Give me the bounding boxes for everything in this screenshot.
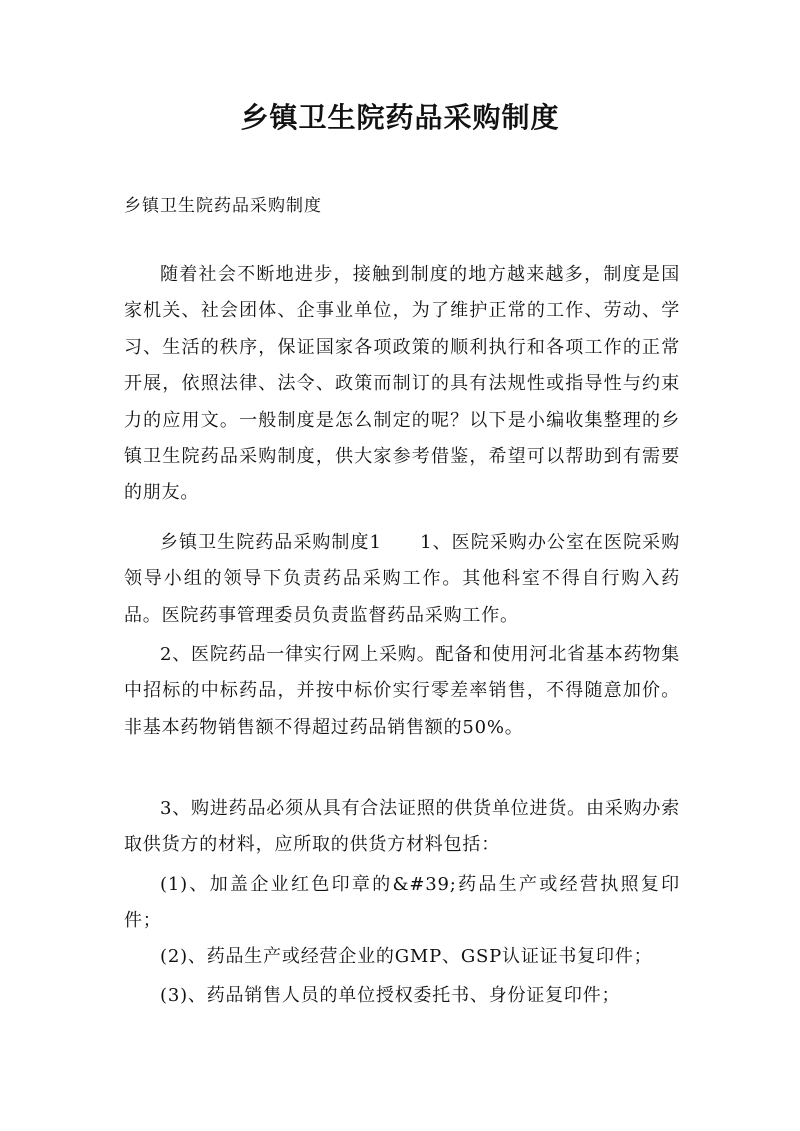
rule-paragraph-2: 2、医院药品一律实行网上采购。配备和使用河北省基本药物集中招标的中标药品，并按中标价实行零差率销售，不得随意加价。非基本药物销售额不得超过药品销售额的50%。 — [124, 644, 680, 738]
sub-item-3: (3)、药品销售人员的单位授权委托书、身份证复印件； — [160, 985, 621, 1006]
sub-item-1: (1)、加盖企业红色印章的&#39;药品生产或经营执照复印件； — [124, 874, 680, 932]
document-title: 乡镇卫生院药品采购制度 — [240, 101, 560, 134]
rule-paragraph-1: 乡镇卫生院药品采购制度1 1、医院采购办公室在医院采购领导小组的领导下负责药品采购工作。其他科室不得自行购入药品。医院药事管理委员负责监督药品采购工作。 — [124, 532, 680, 626]
document-subtitle: 乡镇卫生院药品采购制度 — [124, 196, 322, 216]
rule-paragraph-3: 3、购进药品必须从具有合法证照的供货单位进货。由采购办索取供货方的材料，应所取的供货方材料包括： — [124, 798, 680, 856]
intro-paragraph: 随着社会不断地进步，接触到制度的地方越来越多，制度是国家机关、社会团体、企事业单位，为了维护正常的工作、劳动、学习、生活的秩序，保证国家各项政策的顺利执行和各项工作的正常开展，依照法律、法令、政策而制订的具有法规性或指导性与约束力的应用文。一般制度是怎么制定的呢？以下是小编收集整理的乡镇卫生院药品采购制度，供大家参考借鉴，希望可以帮助到有需要的朋友。 — [124, 264, 680, 504]
sub-item-2: (2)、药品生产或经营企业的GMP、GSP认证证书复印件； — [160, 946, 653, 967]
